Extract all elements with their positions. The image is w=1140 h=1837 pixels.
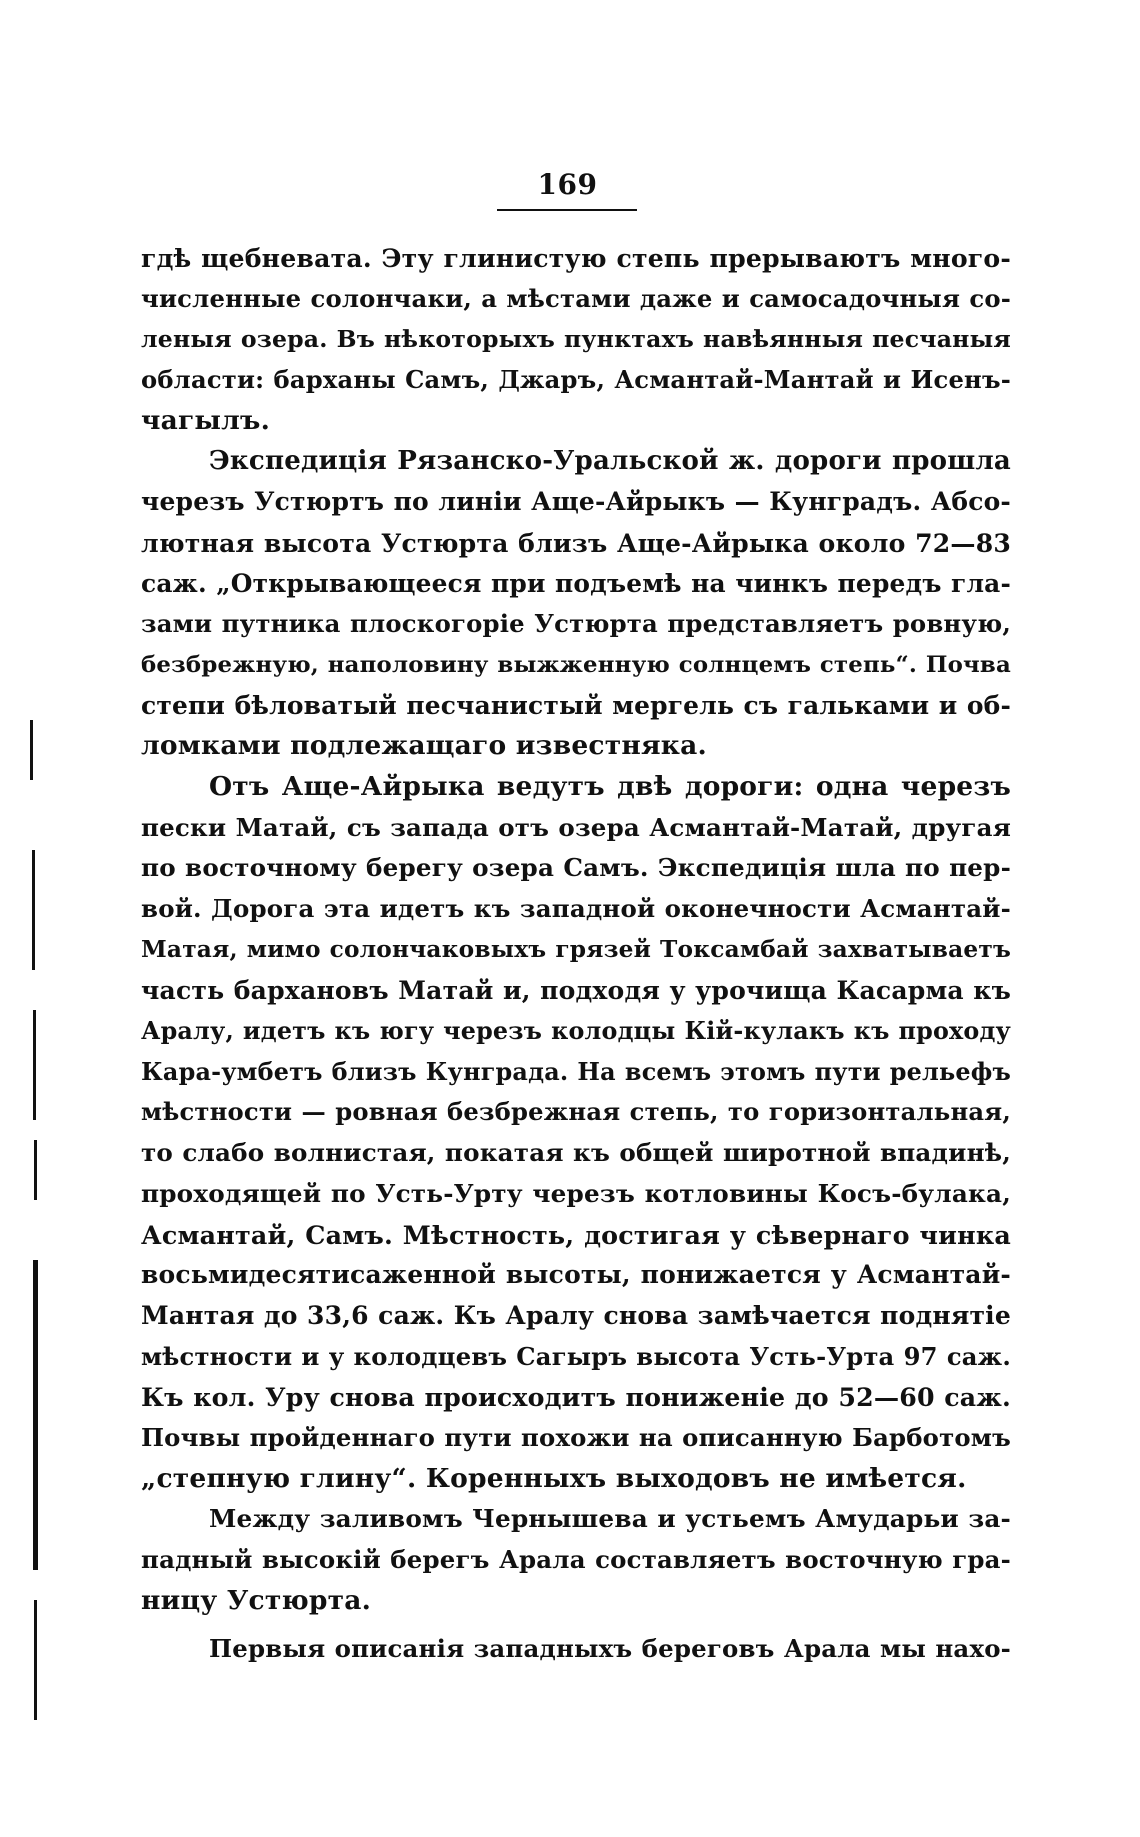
- binding-edge-mark: [32, 850, 35, 970]
- paragraph: [141, 441, 1011, 767]
- text-line: мѣстности — ровная безбрежная степь, то горизонтальная,: [141, 1097, 1011, 1127]
- text-line: Асмантай, Самъ. Мѣстность, достигая у сѣвернаго чинка: [141, 1219, 1011, 1250]
- text-line: Аралу, идетъ къ югу черезъ колодцы Кій-кулакъ къ проходу: [141, 1017, 1011, 1046]
- paragraph: [141, 767, 1011, 1499]
- text-line: черезъ Устюртъ по линіи Аще-Айрыкъ — Кунградъ. Абсо-: [141, 487, 1011, 517]
- text-line: по восточному берегу озера Самъ. Экспедиція шла по пер-: [141, 853, 1011, 883]
- text-line: падный высокій берегъ Арала составляетъ восточную гра-: [141, 1545, 1011, 1574]
- paragraph: [141, 1499, 1011, 1621]
- binding-edge-mark: [30, 720, 33, 780]
- paragraph: [141, 238, 1011, 441]
- text-line: Къ кол. Уру снова происходитъ пониженіе до 52—60 саж.: [141, 1382, 1011, 1413]
- text-line: Экспедиція Рязанско-Уральской ж. дороги прошла: [209, 446, 1011, 477]
- text-line: степи бѣловатый песчанистый мергель съ гальками и об-: [141, 690, 1011, 720]
- text-line: восьмидесятисаженной высоты, понижается у Асмантай-: [141, 1260, 1011, 1290]
- text-line: безбрежную, наполовину выжженную солнцемъ степь“. Почва: [141, 651, 1011, 678]
- text-line: зами путника плоскогоріе Устюрта представляетъ ровную,: [141, 609, 1011, 639]
- text-line: области: барханы Самъ, Джаръ, Асмантай-Мантай и Исенъ-: [141, 365, 1011, 395]
- binding-edge-mark: [34, 1140, 37, 1200]
- text-line: проходящей по Усть-Урту черезъ котловины Косъ-булака,: [141, 1178, 1011, 1208]
- text-line: Между заливомъ Чернышева и устьемъ Амударьи за-: [209, 1504, 1011, 1534]
- text-line: гдѣ щебневата. Эту глинистую степь прерываютъ много-: [141, 243, 1011, 273]
- text-line: часть бархановъ Матай и, подходя у урочища Касарма къ: [141, 975, 1011, 1006]
- body-text: [141, 238, 1011, 1670]
- text-line: Мантая до 33,6 саж. Къ Аралу снова замѣчается поднятіе: [141, 1300, 1011, 1330]
- text-line: Отъ Аще-Айрыка ведутъ двѣ дороги: одна черезъ: [209, 770, 1011, 802]
- text-line: чагылъ.: [141, 404, 271, 436]
- text-line: саж. „Открывающееся при подъемѣ на чинкъ передъ гла-: [141, 568, 1011, 598]
- binding-edge-mark: [34, 1600, 37, 1720]
- text-line: вой. Дорога эта идетъ къ западной оконечности Асмантай-: [141, 894, 1011, 923]
- text-line: пески Матай, съ запада отъ озера Асмантай-Матай, другая: [141, 812, 1011, 842]
- binding-edge-mark: [33, 1010, 36, 1120]
- text-line: „степную глину“. Коренныхъ выходовъ не имѣется.: [141, 1462, 967, 1494]
- paragraph: [141, 1629, 1011, 1670]
- text-line: то слабо волнистая, покатая къ общей широтной впадинѣ,: [141, 1138, 1011, 1168]
- text-line: ницу Устюрта.: [141, 1584, 371, 1616]
- text-line: мѣстности и у колодцевъ Сагыръ высота Усть-Урта 97 саж.: [141, 1341, 1011, 1371]
- text-line: Первыя описанія западныхъ береговъ Арала мы нахо-: [209, 1634, 1011, 1664]
- page-number-rule: [497, 209, 637, 211]
- page-number: 169: [537, 168, 598, 201]
- text-line: ломками подлежащаго известняка.: [141, 730, 707, 762]
- text-line: Кара-умбетъ близъ Кунграда. На всемъ этомъ пути рельефъ: [141, 1057, 1011, 1086]
- text-line: лютная высота Устюрта близъ Аще-Айрыка около 72—83: [141, 527, 1011, 558]
- text-line: Почвы пройденнаго пути похожи на описанную Барботомъ: [141, 1422, 1011, 1452]
- binding-edge-mark: [33, 1260, 38, 1570]
- text-line: Матая, мимо солончаковыхъ грязей Токсамбай захватываетъ: [141, 935, 1011, 963]
- text-line: леныя озера. Въ нѣкоторыхъ пунктахъ навѣянныя песчаныя: [141, 325, 1011, 354]
- text-line: численные солончаки, а мѣстами даже и самосадочныя со-: [141, 283, 1011, 313]
